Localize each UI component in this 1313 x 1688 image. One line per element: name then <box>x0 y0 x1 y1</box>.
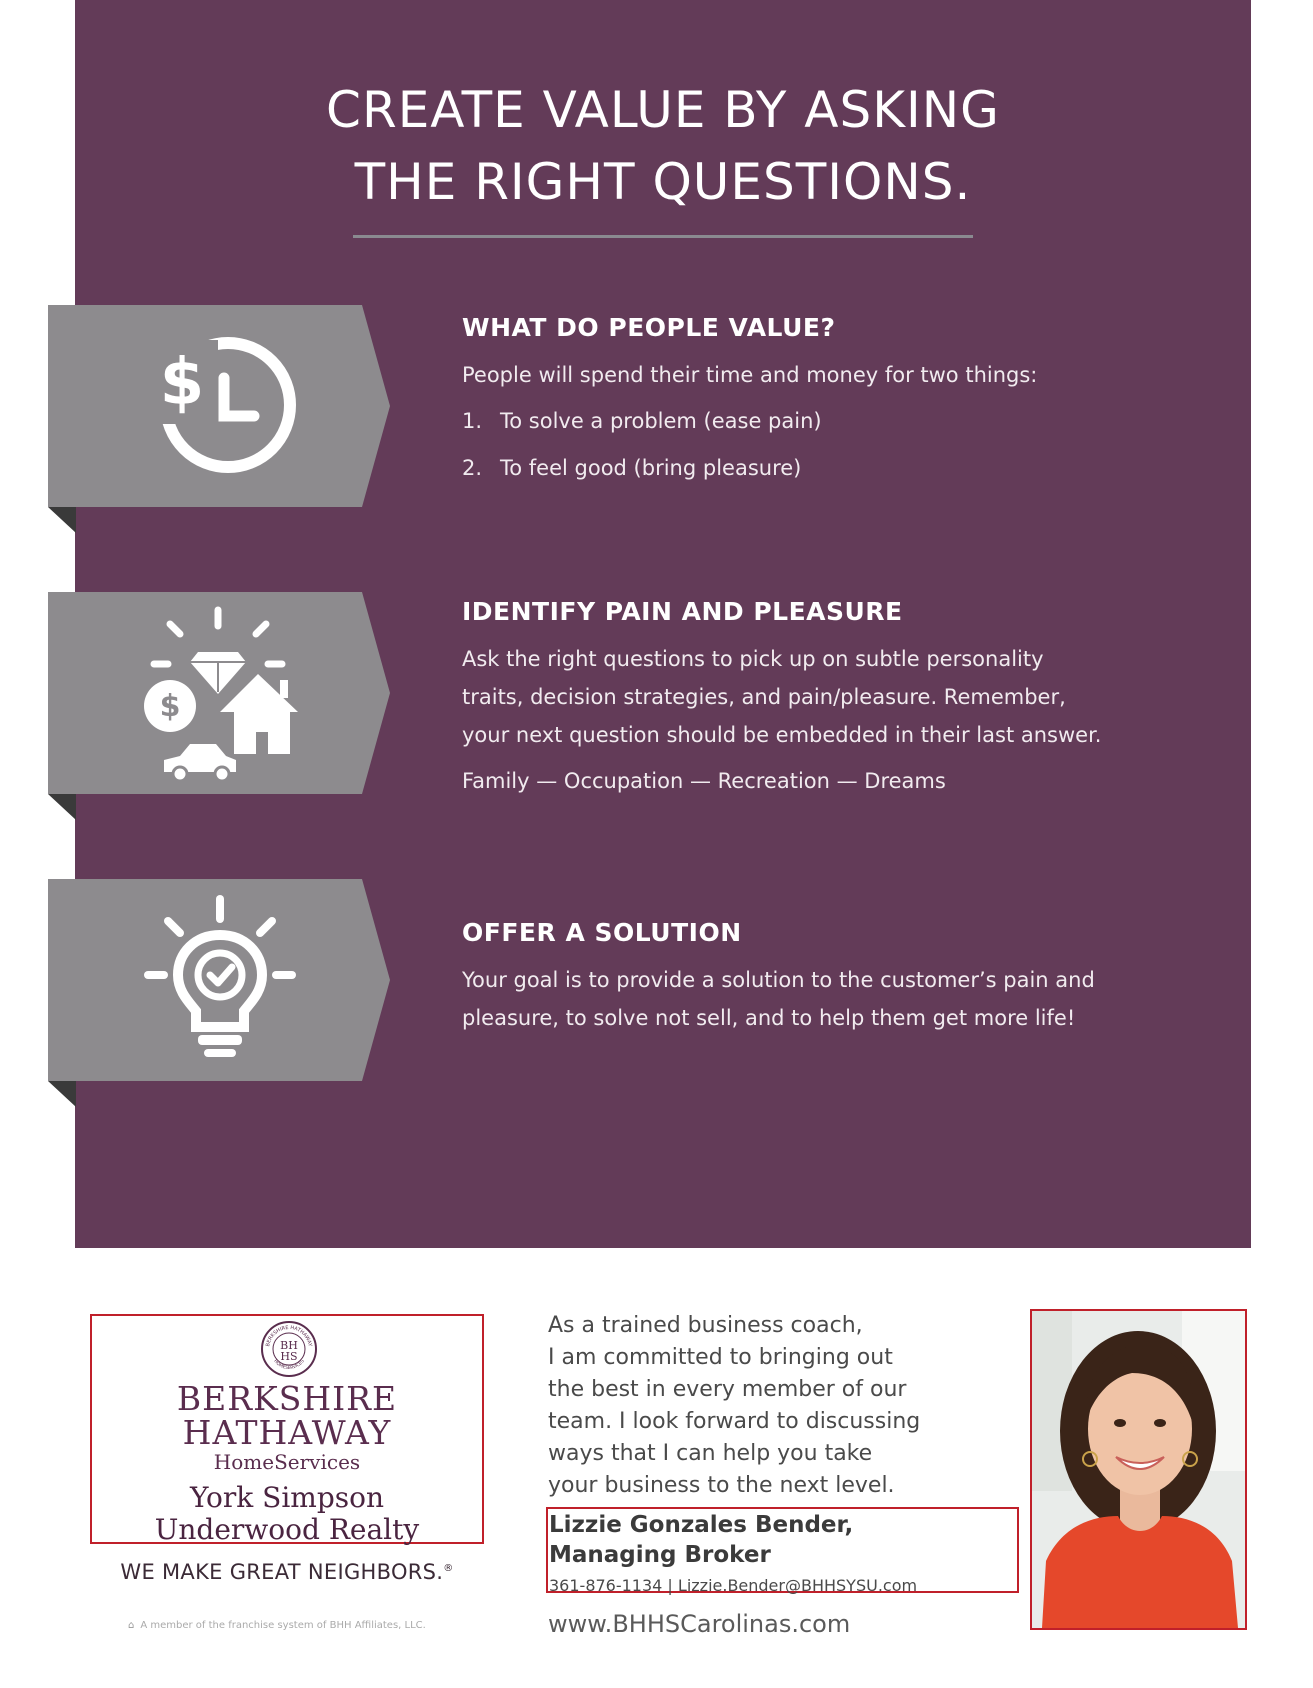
tagline <box>90 1560 484 1584</box>
coach-line: your business to the next level. <box>548 1473 895 1498</box>
section-what-people-value <box>462 313 1202 492</box>
section-topics: Family — Occupation — Recreation — Dreams <box>462 769 946 793</box>
headline-line-2: THE RIGHT QUESTIONS. <box>354 153 972 211</box>
broker-photo <box>1030 1309 1247 1630</box>
headline-divider <box>353 235 973 238</box>
headline-line-1: CREATE VALUE BY ASKING <box>326 81 1000 139</box>
lightbulb-check-icon <box>140 895 300 1065</box>
coach-line: team. I look forward to discussing <box>548 1409 921 1434</box>
banner-value <box>48 305 390 507</box>
equal-housing-icon: ⌂ <box>128 1620 135 1631</box>
office-line-2: Underwood Realty <box>154 1513 420 1546</box>
section-title: OFFER A SOLUTION <box>462 918 742 947</box>
coach-statement <box>548 1310 968 1502</box>
headline <box>75 74 1251 218</box>
section-text-line: your next question should be embedded in their last answer. <box>462 723 1102 747</box>
pleasure-items-icon <box>140 602 300 784</box>
seal-mono-1: BH <box>280 1339 298 1352</box>
brand-line-2: HATHAWAY <box>182 1413 392 1452</box>
section-text-line: Ask the right questions to pick up on subtle personality <box>462 647 1044 671</box>
section-text-line: Your goal is to provide a solution to the customer’s pain and <box>462 968 1095 992</box>
contact-role: Managing Broker <box>549 1542 771 1568</box>
list-text: To feel good (bring pleasure) <box>500 456 802 480</box>
list-text: To solve a problem (ease pain) <box>500 409 822 433</box>
section-text: People will spend their time and money for two things: <box>462 363 1038 387</box>
section-title: IDENTIFY PAIN AND PLEASURE <box>462 597 903 626</box>
section-text-line: pleasure, to solve not sell, and to help them get more life! <box>462 1006 1076 1030</box>
coach-line: As a trained business coach, <box>548 1313 863 1338</box>
coach-line: ways that I can help you take <box>548 1441 873 1466</box>
portrait-illustration <box>1032 1311 1245 1628</box>
dollar-clock-icon <box>138 330 298 480</box>
svg-text:$: $ <box>159 689 181 724</box>
contact-phone-email[interactable]: 361-876-1134 | Lizzie.Bender@BHHSYSU.com <box>549 1576 918 1595</box>
section-text-line: traits, decision strategies, and pain/pleasure. Remember, <box>462 685 1066 709</box>
list-item <box>462 445 1202 492</box>
contact-name: Lizzie Gonzales Bender, <box>549 1512 854 1538</box>
franchise-note <box>128 1620 426 1631</box>
list-number: 2. <box>462 456 483 480</box>
franchise-note-text: A member of the franchise system of BHH Affiliates, LLC. <box>140 1620 426 1631</box>
coach-line: I am committed to bringing out <box>548 1345 893 1370</box>
bhhs-seal-icon <box>260 1320 318 1378</box>
banner-pain-pleasure <box>48 592 390 794</box>
seal-bottom-text: HOMESERVICES <box>272 1358 306 1372</box>
banner-solution <box>48 879 390 1081</box>
coach-line: the best in every member of our <box>548 1377 907 1402</box>
brand-line-1: BERKSHIRE <box>176 1379 398 1418</box>
seal-top-text: BERKSHIRE HATHAWAY <box>265 1324 313 1348</box>
brokerage-logo <box>90 1314 484 1544</box>
section-offer-solution <box>462 918 1202 1037</box>
section-title: WHAT DO PEOPLE VALUE? <box>462 313 836 342</box>
office-line-1: York Simpson <box>189 1481 385 1514</box>
list-number: 1. <box>462 409 483 433</box>
svg-text:$: $ <box>159 346 205 420</box>
tagline-text: WE MAKE GREAT NEIGHBORS. <box>120 1560 444 1584</box>
section-identify-pain-pleasure <box>462 597 1202 800</box>
website-link[interactable]: www.BHHSCarolinas.com <box>548 1610 851 1638</box>
seal-mono-2: HS <box>280 1350 298 1363</box>
brand-line-3: HomeServices <box>213 1450 361 1474</box>
registered-mark: ® <box>443 1563 454 1574</box>
list-item <box>462 398 1202 445</box>
